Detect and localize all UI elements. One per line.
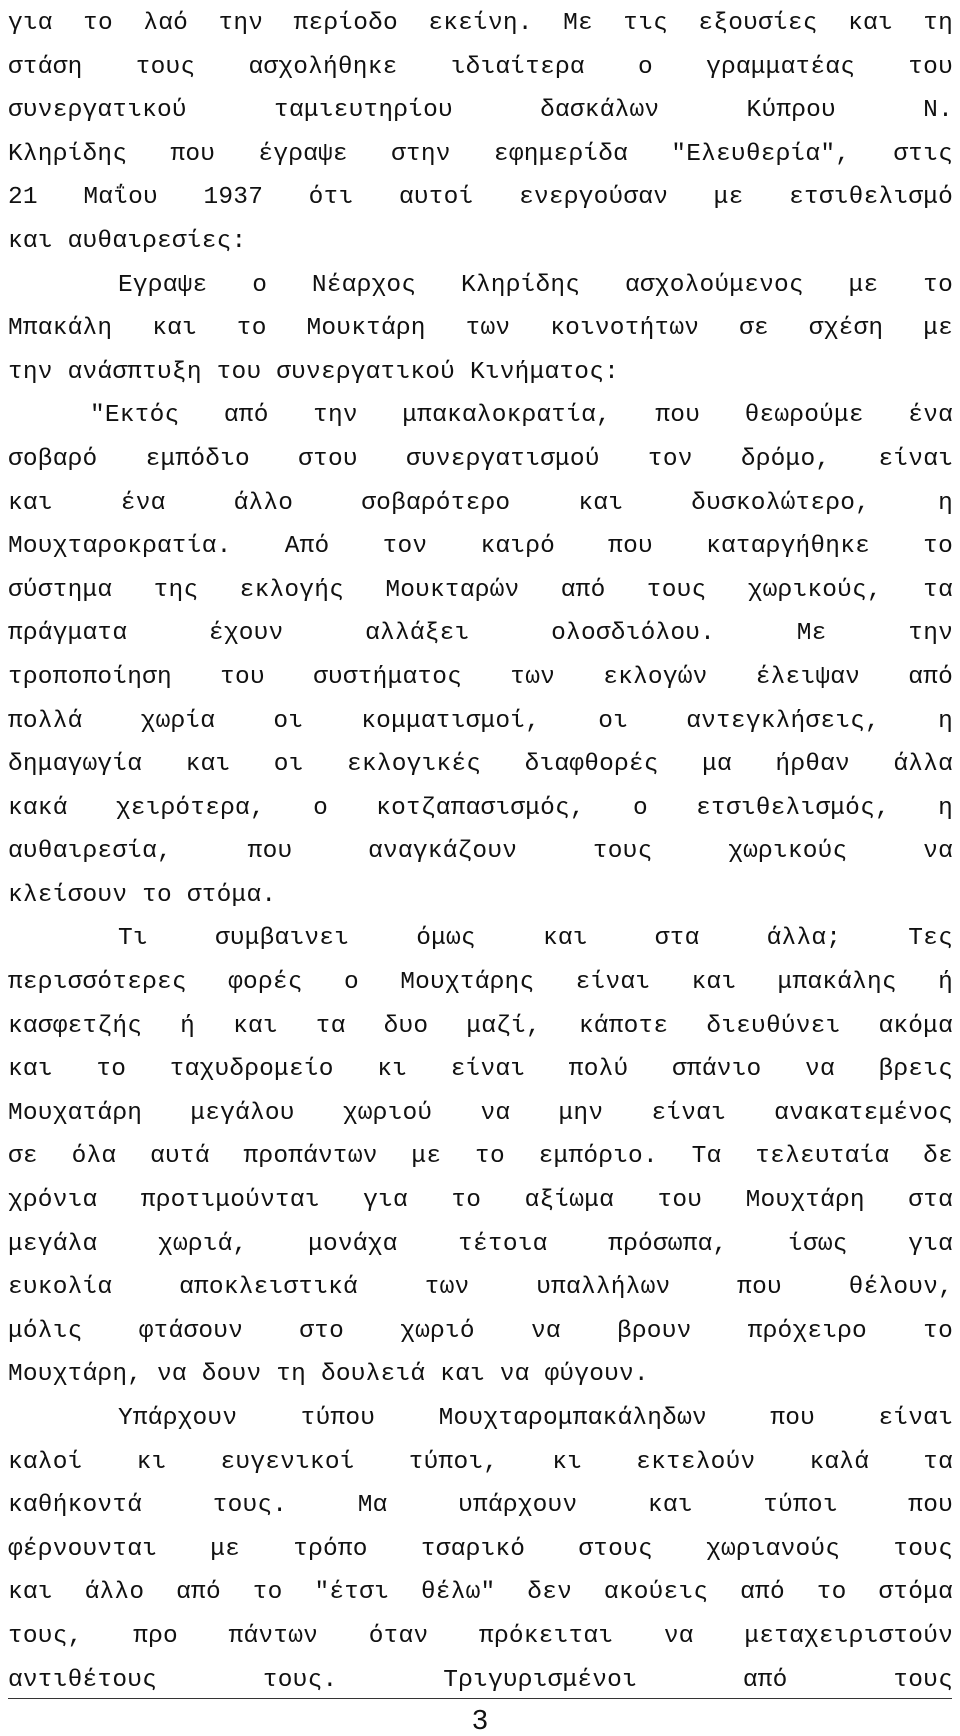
text-line-22: Τι συμβαινει όμως και στα άλλα; Τες [118, 925, 953, 953]
text-line-16: τροποποίηση του συστήματος των εκλογών έλειψαν από [8, 663, 953, 691]
text-line-36: φέρνουνται με τρόπο τσαρικό στους χωριανούς τους [8, 1535, 953, 1563]
text-line-9: την ανάσπτυξη του συνεργατικού Κινήματος: [8, 358, 619, 386]
footer-divider [8, 1698, 952, 1699]
text-line-13: Μουχταροκρατία. Από τον καιρό που καταργήθηκε το [8, 533, 953, 561]
text-line-7: Εγραψε ο Νέαρχος Κληρίδης ασχολούμενος με το [118, 271, 953, 299]
text-line-15: πράγματα έχουν αλλάξει ολοσδιόλου. Με την [8, 620, 953, 648]
text-line-18: δημαγωγία και οι εκλογικές διαφθορές μα ήρθαν άλλα [8, 751, 953, 779]
text-line-14: σύστημα της εκλογής Μουκταρών από τους χωρικούς, τα [8, 576, 953, 604]
text-line-38: τους, προ πάντων όταν πρόκειται να μεταχειριστούν [8, 1622, 953, 1650]
text-line-3: συνεργατικού ταμιευτηρίου δασκάλων Κύπρου Ν. [8, 97, 953, 125]
text-line-35: καθήκοντά τους. Μα υπάρχουν και τύποι που [8, 1492, 953, 1520]
text-line-31: μόλις φτάσουν στο χωριό να βρουν πρόχειρο το [8, 1317, 953, 1345]
text-line-1: για το λαό την περίοδο εκείνη. Με τις εξουσίες και τη [8, 10, 953, 37]
text-line-23: περισσότερες φορές ο Μουχτάρης είναι και μπακάλης ή [8, 969, 953, 997]
text-line-30: ευκολία αποκλειστικά των υπαλλήλων που θέλουν, [8, 1274, 953, 1302]
text-line-33: Υπάρχουν τύπου Μουχταρομπακάληδων που είναι [118, 1405, 953, 1432]
text-line-20: αυθαιρεσία, που αναγκάζουν τους χωρικούς να [8, 838, 953, 866]
text-line-32: Μουχτάρη, να δουν τη δουλειά και να φύγουν. [8, 1361, 649, 1389]
text-line-6: και αυθαιρεσίες: [8, 227, 247, 255]
text-line-21: κλείσουν το στόμα. [8, 881, 277, 909]
text-line-19: κακά χειρότερα, ο κοτζαπασισμός, ο ετσιθελισμός, η [8, 794, 953, 822]
text-line-28: χρόνια προτιμούνται για το αξίωμα του Μουχτάρη στα [8, 1187, 953, 1215]
text-line-5: 21 Μαΐου 1937 ότι αυτοί ενεργούσαν με ετσιθελισμό [8, 184, 953, 212]
text-line-4: Κληρίδης που έγραψε στην εφημερίδα "Ελευθερία", στις [8, 140, 953, 168]
text-line-10: "Εκτός από την μπακαλοκρατία, που θεωρούμε ένα [90, 402, 953, 430]
text-line-39: αντιθέτους τους. Τριγυρισμένοι από τους [8, 1666, 953, 1694]
text-line-8: Μπακάλη και το Μουκτάρη των κοινοτήτων σε σχέση με [8, 315, 953, 343]
text-line-25: και το ταχυδρομείο κι είναι πολύ σπάνιο να βρεις [8, 1056, 953, 1084]
text-line-17: πολλά χωρία οι κομματισμοί, οι αντεγκλήσεις, η [8, 707, 953, 735]
text-line-26: Μουχατάρη μεγάλου χωριού να μην είναι ανακατεμένος [8, 1099, 953, 1127]
page-number: 3 [472, 1704, 488, 1735]
text-line-29: μεγάλα χωριά, μονάχα τέτοια πρόσωπα, ίσως για [8, 1230, 953, 1258]
text-line-24: κασφετζής ή και τα δυο μαζί, κάποτε διευθύνει ακόμα [8, 1012, 953, 1040]
document-body [8, 2, 953, 1702]
text-line-34: καλοί κι ευγενικοί τύποι, κι εκτελούν καλά τα [8, 1448, 953, 1476]
text-line-37: και άλλο από το "έτσι θέλω" δεν ακούεις από το στόμα [8, 1579, 953, 1607]
text-line-27: σε όλα αυτά προπάντων με το εμπόριο. Τα τελευταία δε [8, 1143, 953, 1171]
text-line-2: στάση τους ασχολήθηκε ιδιαίτερα ο γραμματέας του [8, 53, 953, 81]
text-line-11: σοβαρό εμπόδιο στου συνεργατισμού τον δρόμο, είναι [8, 445, 953, 473]
text-line-12: και ένα άλλο σοβαρότερο και δυσκολώτερο, η [8, 489, 953, 517]
